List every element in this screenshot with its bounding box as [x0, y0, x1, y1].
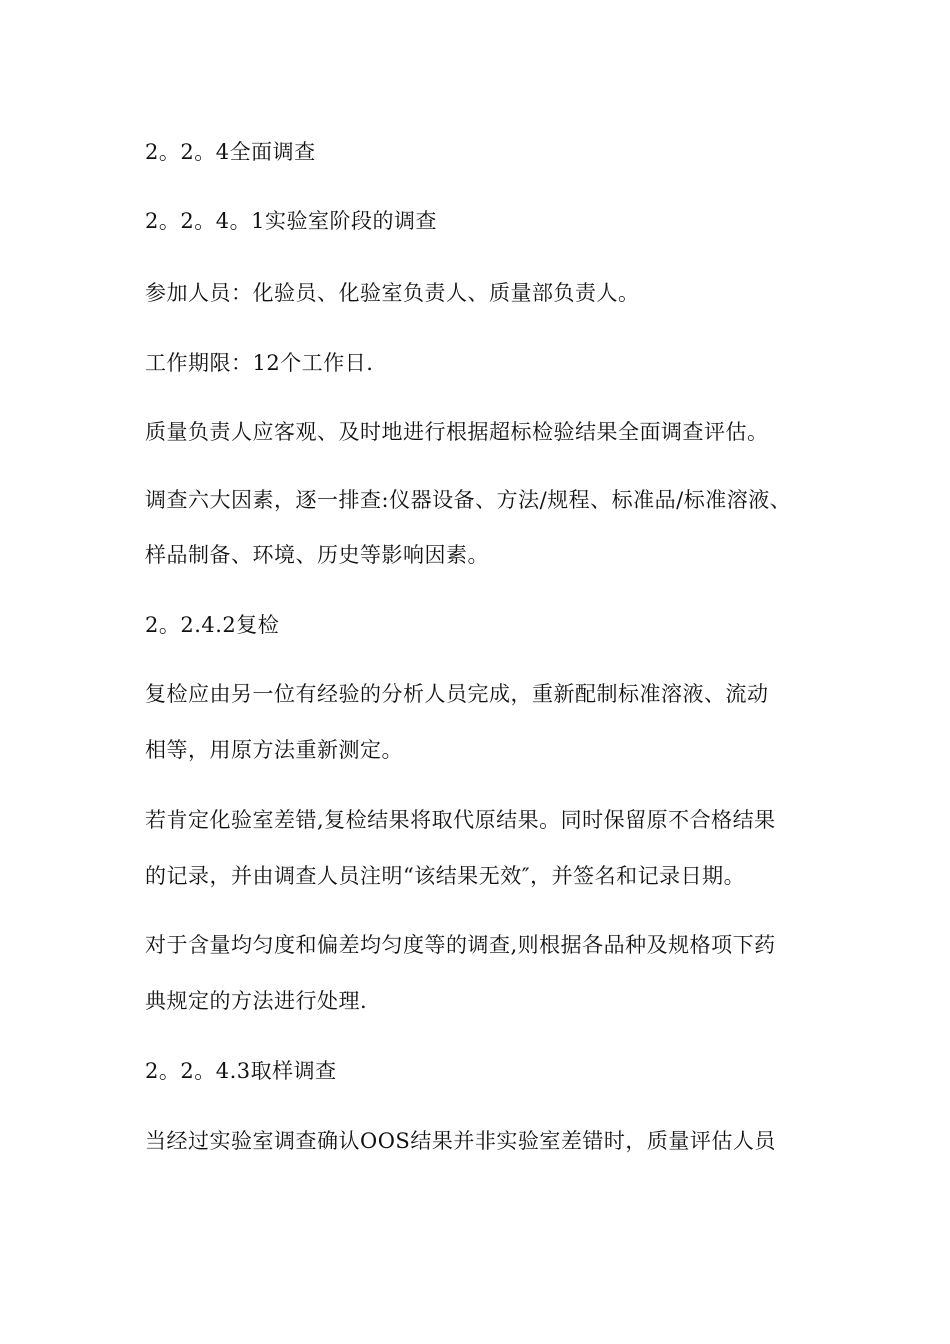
section-heading-2-2-4: 2。2。4全面调查 [145, 140, 316, 164]
section-heading-2-2-4-2: 2。2.4.2复检 [145, 613, 280, 637]
paragraph-sampling-investigation: 当经过实验室调查确认OOS结果并非实验室差错时，质量评估人员 [145, 1129, 776, 1153]
paragraph-lab-error-line-2: 的记录，并由调查人员注明“该结果无效″，并签名和记录日期。 [145, 864, 746, 888]
paragraph-quality-lead: 质量负责人应客观、及时地进行根据超标检验结果全面调查评估。 [145, 420, 769, 444]
paragraph-uniformity-line-1: 对于含量均匀度和偏差均匀度等的调查,则根据各品种及规格项下药 [145, 933, 776, 957]
paragraph-uniformity-line-2: 典规定的方法进行处理. [145, 989, 368, 1013]
paragraph-six-factors-line-1: 调查六大因素，逐一排查:仪器设备、方法/规程、标准品/标准溶液、 [145, 488, 792, 512]
paragraph-participants: 参加人员：化验员、化验室负责人、质量部负责人。 [145, 281, 640, 305]
paragraph-lab-error-line-1: 若肯定化验室差错,复检结果将取代原结果。同时保留原不合格结果 [145, 808, 776, 832]
section-heading-2-2-4-3: 2。2。4.3取样调查 [145, 1059, 337, 1083]
paragraph-recheck-line-2: 相等，用原方法重新测定。 [145, 738, 403, 762]
paragraph-six-factors-line-2: 样品制备、环境、历史等影响因素。 [145, 543, 489, 567]
paragraph-work-period: 工作期限：12个工作日. [145, 351, 374, 375]
section-heading-2-2-4-1: 2。2。4。1实验室阶段的调查 [145, 209, 437, 233]
paragraph-recheck-line-1: 复检应由另一位有经验的分析人员完成，重新配制标准溶液、流动 [145, 682, 769, 706]
